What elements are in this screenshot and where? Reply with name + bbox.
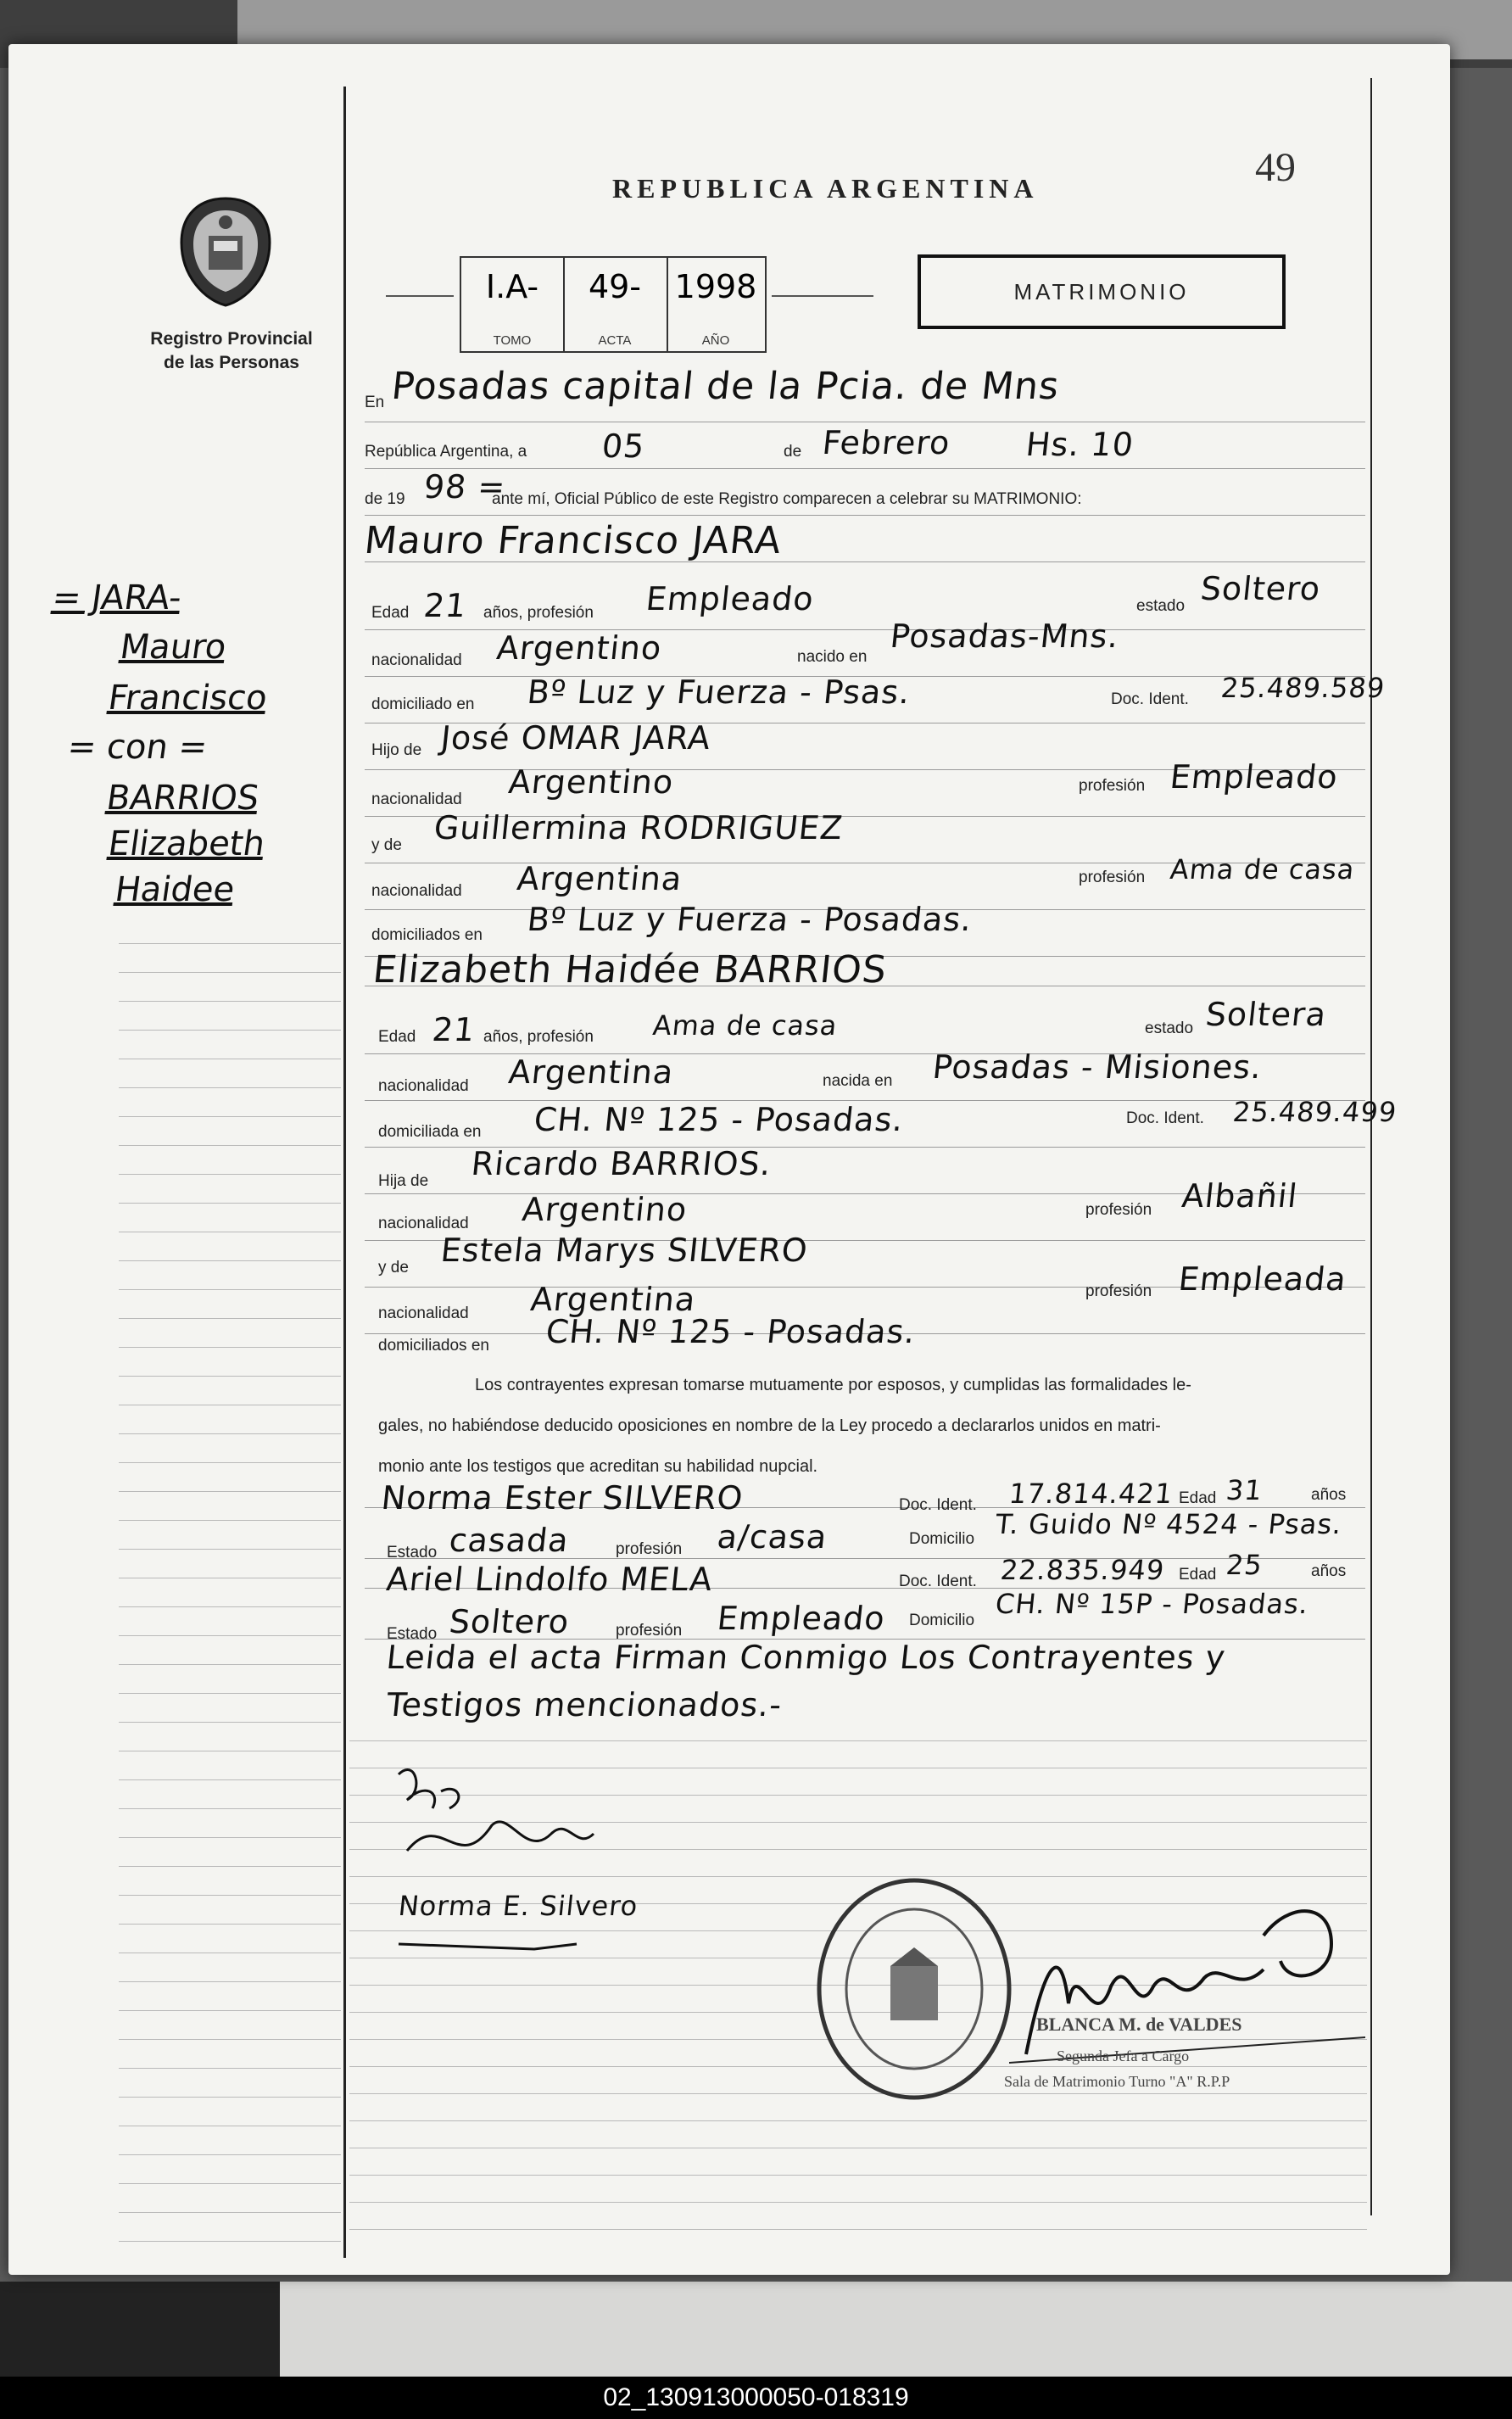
bride-mother: Estela Marys SILVERO (438, 1232, 811, 1269)
groom-yde-label: y de (371, 836, 402, 854)
register-page (8, 44, 1450, 2275)
year-label: de 19 (365, 490, 405, 508)
country-title: REPUBLICA ARGENTINA (612, 173, 1039, 204)
provincial-emblem-icon (175, 195, 276, 309)
witness2-age: 25 (1225, 1549, 1264, 1581)
witness1-anos-label: años (1311, 1486, 1347, 1504)
tomo-cell (461, 258, 565, 351)
declaration-line: monio ante los testigos que acreditan su habilidad nupcial. (378, 1457, 818, 1476)
ruled-line (349, 2202, 1367, 2203)
groom-address-label: domiciliado en (371, 696, 475, 713)
witness2-estado-label: Estado (387, 1625, 438, 1643)
witness2-address-label: Domicilio (909, 1612, 975, 1629)
witness2-doc-label: Doc. Ident. (899, 1573, 977, 1590)
ruled-line (119, 1462, 341, 1463)
bride-father-profession: Albañil (1180, 1177, 1300, 1215)
witness2-name: Ariel Lindolfo MELA (384, 1561, 715, 1598)
ruled-line (119, 1837, 341, 1838)
ruled-line (349, 1740, 1367, 1741)
witness1-age: 31 (1225, 1474, 1264, 1506)
bride-birthplace-label: nacida en (823, 1072, 893, 1090)
year-value: 98 = (421, 468, 508, 506)
ruled-line (119, 1693, 341, 1694)
groom-nationality: Argentino (494, 629, 664, 667)
margin-note-line: = JARA- (49, 578, 185, 617)
closing-line: Testigos mencionados.- (384, 1686, 784, 1723)
witness1-address: T. Guido Nº 4524 - Psas. (994, 1508, 1344, 1540)
en-label: En (365, 394, 385, 411)
ruled-line (119, 1203, 341, 1204)
groom-father-nationality-label: nacionalidad (371, 791, 462, 808)
margin-divider (343, 87, 346, 2258)
ruled-line (119, 1779, 341, 1780)
margin-note-line: Elizabeth (105, 824, 268, 863)
bride-civil-status: Soltera (1203, 996, 1329, 1033)
groom-birthplace-label: nacido en (797, 648, 868, 666)
declaration-line: gales, no habiéndose deducido oposiciones en nombre de la Ley procedo a declararlos unidos en matri- (378, 1416, 1161, 1435)
hour-value: Hs. 10 (1024, 426, 1136, 463)
groom-profession-label: años, profesión (483, 604, 594, 622)
ruled-line (119, 1260, 341, 1261)
ruled-line (119, 1664, 341, 1665)
tomo-label: TOMO (493, 333, 532, 348)
groom-name: Mauro Francisco JARA (362, 519, 784, 562)
witness1-civil-status: casada (447, 1522, 571, 1559)
groom-estado-label: estado (1136, 597, 1186, 615)
ruled-line (119, 1030, 341, 1031)
ruled-line (119, 1981, 341, 1982)
ano-label: AÑO (701, 333, 730, 348)
ruled-line (119, 1808, 341, 1809)
ruled-line (119, 2183, 341, 2184)
groom-nationality-label: nacionalidad (371, 651, 462, 669)
ruled-line (119, 972, 341, 973)
groom-edad-label: Edad (371, 604, 410, 622)
bride-mother-profession: Empleada (1176, 1260, 1349, 1298)
groom-parents-address-label: domiciliados en (371, 926, 483, 944)
bride-nationality: Argentina (506, 1053, 676, 1091)
ruled-line (365, 468, 1365, 469)
groom-parents-address: Bº Luz y Fuerza - Posadas. (525, 901, 974, 938)
bride-mother-nationality-label: nacionalidad (378, 1304, 469, 1322)
margin-note-line: Francisco (105, 679, 271, 718)
margin-note-line: Mauro (117, 628, 229, 667)
closing-line: Leida el acta Firman Conmigo Los Contrayentes y (384, 1639, 1228, 1676)
registry-seal-icon (812, 1874, 1016, 2103)
bride-father-nationality: Argentino (520, 1191, 689, 1228)
witness1-profession-label: profesión (616, 1540, 683, 1558)
bride-doc: 25.489.499 (1231, 1096, 1399, 1128)
bride-estado-label: estado (1145, 1020, 1194, 1037)
republica-label: República Argentina, a (365, 443, 527, 461)
official-name: BLANCA M. de VALDES (1036, 2014, 1242, 2035)
margin-note-line: BARRIOS (103, 779, 262, 818)
bride-yde-label: y de (378, 1259, 409, 1277)
tomo-value: I.A- (485, 268, 539, 305)
acta-dash-right (772, 295, 873, 297)
witness2-civil-status: Soltero (447, 1603, 572, 1640)
bride-father-profession-label: profesión (1085, 1201, 1152, 1219)
witness1-estado-label: Estado (387, 1544, 438, 1561)
ruled-line (349, 2120, 1367, 2121)
ruled-line (119, 2010, 341, 2011)
witness1-address-label: Domicilio (909, 1530, 975, 1548)
acta-cell (563, 258, 668, 351)
witness1-profession: a/casa (715, 1518, 829, 1556)
groom-mother: Guillermina RODRIGUEZ (432, 809, 845, 846)
bride-birthplace: Posadas - Misiones. (930, 1048, 1264, 1086)
bride-parents-address: CH. Nº 125 - Posadas. (544, 1313, 918, 1350)
official-office: Sala de Matrimonio Turno "A" R.P.P (1004, 2073, 1230, 2090)
witness2-profession-label: profesión (616, 1622, 683, 1640)
groom-civil-status: Soltero (1198, 570, 1323, 607)
registry-label (136, 327, 327, 375)
ruled-line (349, 2175, 1367, 2176)
groom-doc: 25.489.589 (1219, 672, 1387, 704)
witness2-doc: 22.835.949 (999, 1554, 1167, 1586)
groom-father-profession-label: profesión (1079, 777, 1146, 795)
month-de-label: de (784, 443, 802, 461)
ruled-line (119, 1491, 341, 1492)
bride-address-label: domiciliada en (378, 1123, 482, 1141)
ruled-line (119, 1001, 341, 1002)
ruled-line (119, 2068, 341, 2069)
bride-parents-address-label: domiciliados en (378, 1337, 489, 1355)
bride-profession-label: años, profesión (483, 1028, 594, 1046)
ruled-line (119, 1145, 341, 1146)
witness1-doc-label: Doc. Ident. (899, 1496, 977, 1514)
groom-mother-nationality-label: nacionalidad (371, 882, 462, 900)
ruled-line (119, 1635, 341, 1636)
registry-name-line2: de las Personas (164, 353, 299, 372)
bride-mother-nationality: Argentina (528, 1281, 698, 1318)
groom-mother-profession: Ama de casa (1169, 853, 1357, 885)
ano-cell (667, 258, 765, 351)
ruled-line (119, 2039, 341, 2040)
ruled-line (119, 1318, 341, 1319)
scan-background-bottom-dark (0, 2282, 280, 2377)
witness1-doc: 17.814.421 (1007, 1478, 1175, 1510)
witness1-name: Norma Ester SILVERO (379, 1479, 745, 1517)
acta-label: ACTA (598, 333, 632, 348)
bride-profession: Ama de casa (651, 1009, 840, 1042)
official-title: Segunda Jefa a Cargo (1057, 2047, 1190, 2064)
folio-number: 49 (1255, 145, 1296, 190)
bride-address: CH. Nº 125 - Posadas. (532, 1101, 906, 1138)
ruled-line (119, 1606, 341, 1607)
bride-age: 21 (430, 1011, 477, 1048)
ruled-line (119, 1376, 341, 1377)
ruled-line (119, 1895, 341, 1896)
ruled-line (119, 2212, 341, 2213)
groom-doc-label: Doc. Ident. (1111, 690, 1189, 708)
bride-name: Elizabeth Haidée BARRIOS (371, 948, 890, 992)
groom-father-profession: Empleado (1168, 758, 1341, 796)
ano-value: 1998 (674, 268, 757, 305)
witness1-edad-label: Edad (1179, 1489, 1217, 1507)
acta-reference-box (460, 256, 767, 353)
groom-profession: Empleado (644, 580, 817, 617)
witness2-profession: Empleado (715, 1600, 888, 1637)
groom-mother-nationality: Argentina (515, 860, 684, 897)
bride-doc-label: Doc. Ident. (1126, 1109, 1204, 1127)
declaration-line: Los contrayentes expresan tomarse mutuamente por esposos, y cumplidas las formalidades le- (475, 1376, 1191, 1394)
ruled-line (119, 1116, 341, 1117)
place-value: Posadas capital de la Pcia. de Mns (389, 365, 1062, 408)
ruled-line (119, 1866, 341, 1867)
groom-birthplace: Posadas-Mns. (888, 617, 1121, 655)
ruled-line (119, 1924, 341, 1925)
witness-signature: Norma E. Silvero (397, 1890, 640, 1922)
record-type-box: MATRIMONIO (918, 254, 1286, 329)
ruled-line (119, 1549, 341, 1550)
groom-address: Bº Luz y Fuerza - Psas. (525, 673, 912, 711)
ruled-line (349, 2229, 1367, 2230)
groom-age: 21 (421, 587, 469, 624)
ruled-line (119, 2154, 341, 2155)
month-value: Febrero (820, 424, 952, 461)
ruled-line (119, 2241, 341, 2242)
contracting-parties-signatures (390, 1757, 729, 1978)
ruled-line (365, 515, 1365, 516)
bride-father-nationality-label: nacionalidad (378, 1215, 469, 1232)
bride-edad-label: Edad (378, 1028, 416, 1046)
witness2-address: CH. Nº 15P - Posadas. (994, 1588, 1311, 1620)
ruled-line (119, 2097, 341, 2098)
ruled-line (119, 1347, 341, 1348)
ruled-line (119, 1289, 341, 1290)
intro-text: ante mí, Oficial Público de este Registro comparecen a celebrar su MATRIMONIO: (492, 490, 1082, 508)
day-value: 05 (600, 427, 647, 465)
bride-father: Ricardo BARRIOS. (469, 1145, 774, 1182)
ruled-line (119, 943, 341, 944)
ruled-line (119, 1087, 341, 1088)
acta-value: 49- (588, 268, 642, 305)
groom-mother-profession-label: profesión (1079, 869, 1146, 886)
margin-note-line: Haidee (112, 870, 237, 909)
image-id-label: 02_130913000050-018319 (0, 2377, 1512, 2419)
groom-father-nationality: Argentino (506, 763, 676, 801)
official-signature (1009, 1885, 1365, 2071)
bride-hija-label: Hija de (378, 1172, 429, 1190)
bride-nationality-label: nacionalidad (378, 1077, 469, 1095)
acta-dash-left (386, 295, 454, 297)
registry-name-line1: Registro Provincial (150, 329, 313, 349)
ruled-line (119, 1520, 341, 1521)
witness2-anos-label: años (1311, 1562, 1347, 1580)
ruled-line (119, 1174, 341, 1175)
groom-father: José OMAR JARA (438, 719, 713, 757)
margin-note-line: = con = (64, 728, 210, 767)
ruled-line (119, 1722, 341, 1723)
right-margin-line (1370, 78, 1372, 2215)
witness2-edad-label: Edad (1179, 1566, 1217, 1584)
groom-hijo-label: Hijo de (371, 741, 422, 759)
bride-mother-profession-label: profesión (1085, 1282, 1152, 1300)
ruled-line (119, 1433, 341, 1434)
